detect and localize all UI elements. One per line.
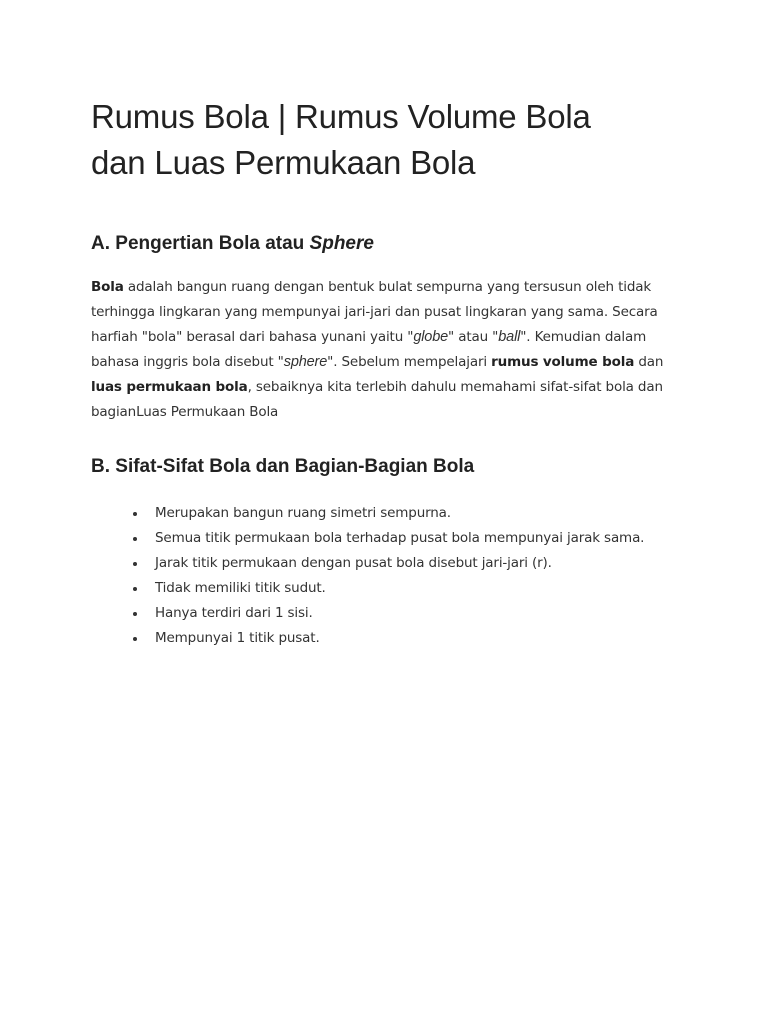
para-italic-ball: ball xyxy=(498,329,521,345)
para-text-4: ". Sebelum mempelajari xyxy=(327,354,492,370)
para-bold-bola: Bola xyxy=(91,279,124,295)
para-text-5: dan xyxy=(634,354,664,370)
list-item-text: Hanya terdiri dari 1 sisi. xyxy=(155,605,313,621)
para-bold-luas-permukaan: luas permukaan bola xyxy=(91,379,248,395)
list-item xyxy=(133,526,671,551)
properties-list xyxy=(91,501,671,651)
para-italic-globe: globe xyxy=(413,329,449,345)
list-item-text: Semua titik permukaan bola terhadap pusat bola mempunyai jarak sama. xyxy=(155,530,645,546)
title-line-1: Rumus Bola | Rumus Volume Bola xyxy=(91,98,591,135)
bullet-icon xyxy=(133,562,137,566)
page-title xyxy=(91,94,671,186)
bullet-icon xyxy=(133,537,137,541)
document-page xyxy=(91,94,671,651)
section-a-heading-italic: Sphere xyxy=(309,233,374,254)
bullet-icon xyxy=(133,612,137,616)
section-a-heading xyxy=(91,232,671,256)
section-a-heading-text: A. Pengertian Bola atau xyxy=(91,233,310,254)
definition-paragraph xyxy=(91,275,671,425)
list-item-text: Tidak memiliki titik sudut. xyxy=(155,580,326,596)
list-item xyxy=(133,576,671,601)
para-text-1: adalah bangun ruang dengan bentuk bulat sempurna yang tersusun oleh tidak terhingga lingkaran yang mempunyai jari-jari dan pusat lingkaran yang sama. Secara harfiah "bola" berasal dari bahasa yunani yaitu " xyxy=(91,279,658,345)
list-item xyxy=(133,551,671,576)
para-text-3: ". Kemudian dalam bahasa inggris bola disebut " xyxy=(91,329,647,370)
bullet-icon xyxy=(133,512,137,516)
list-item-text: Jarak titik permukaan dengan pusat bola disebut jari-jari (r). xyxy=(155,555,552,571)
list-item xyxy=(133,501,671,526)
para-text-2: " atau " xyxy=(448,329,499,345)
title-line-2: dan Luas Permukaan Bola xyxy=(91,144,476,181)
list-item xyxy=(133,601,671,626)
bullet-icon xyxy=(133,587,137,591)
list-item-text: Mempunyai 1 titik pusat. xyxy=(155,630,320,646)
list-item xyxy=(133,626,671,651)
para-bold-rumus-volume: rumus volume bola xyxy=(491,354,635,370)
para-text-6: , sebaiknya kita terlebih dahulu memahami sifat-sifat bola dan bagianLuas Permukaan Bola xyxy=(91,379,663,420)
bullet-icon xyxy=(133,637,137,641)
section-b-heading: B. Sifat-Sifat Bola dan Bagian-Bagian Bola xyxy=(91,456,475,477)
para-italic-sphere: sphere xyxy=(283,354,328,370)
list-item-text: Merupakan bangun ruang simetri sempurna. xyxy=(155,505,451,521)
